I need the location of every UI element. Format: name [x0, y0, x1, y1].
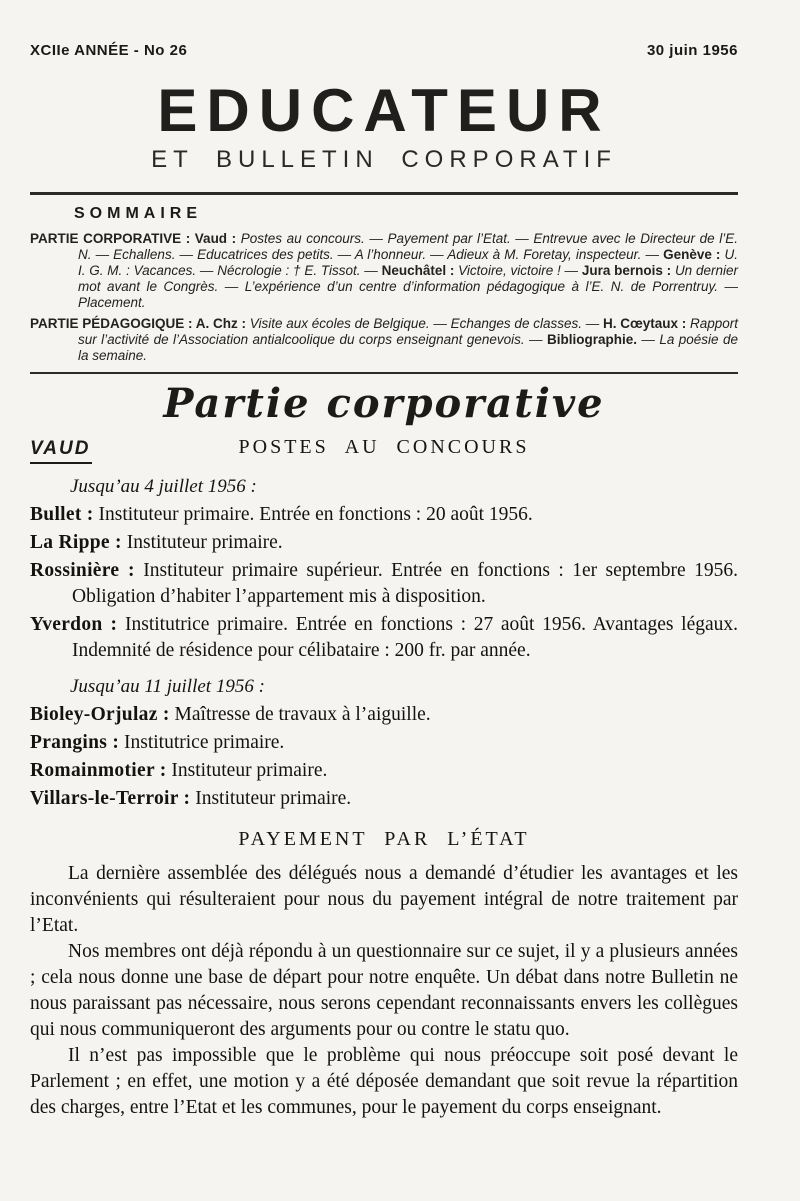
- post-place: Prangins :: [30, 732, 120, 753]
- post-entry: [30, 730, 738, 756]
- payement-paragraph: Nos membres ont déjà répondu à un questionnaire sur ce sujet, il y a plusieurs années ; cela nous donne une base de départ pour notre enquête. Un débat dans notre Bulletin ne nous paraissant pas nécessaire, nous serons cependant reconnaissants envers les collègues qui nous communiqueront des arguments pour ou contre le statu quo.: [30, 941, 738, 1040]
- sommaire-divider-rule: [30, 372, 738, 374]
- deadline-heading: Jusqu’au 11 juillet 1956 :: [70, 676, 265, 697]
- masthead-divider-rule: [30, 192, 738, 195]
- text-segment: Postes au concours. — Payement par l’Etat. — Entrevue avec le Directeur de l’E. N. — Echallens. — Educatrices des petits. — A l’honneur. — Adieux à M. Foretay, inspecteur. —: [78, 231, 738, 262]
- text-segment: H. Cœytaux :: [602, 316, 690, 331]
- magazine-title: EDUCATEUR: [157, 77, 611, 144]
- article-body: [30, 382, 738, 1121]
- post-text: Instituteur primaire. Entrée en fonctions : 20 août 1956.: [98, 504, 533, 525]
- issue-row: [30, 42, 738, 59]
- text-segment: Vaud :: [194, 231, 241, 246]
- text-segment: Genève :: [663, 247, 725, 262]
- payement-paragraph: Il n’est pas impossible que le problème qui nous préoccupe soit posé devant le Parlement ; en effet, une motion y a été déposée demandant que soit revue la répartition des charges, entre l’Etat et les communes, pour le payement du corps enseignant.: [30, 1045, 738, 1118]
- post-entry: [30, 502, 738, 528]
- post-text: Instituteur primaire.: [195, 788, 352, 809]
- post-entry: [30, 612, 738, 664]
- post-place: Romainmotier :: [30, 760, 167, 781]
- post-place: Bioley-Orjulaz :: [30, 704, 170, 725]
- magazine-subtitle: ET BULLETIN CORPORATIF: [151, 146, 617, 173]
- issue-date: 30 juin 1956: [646, 42, 738, 59]
- sommaire-partie-corporative: [30, 231, 738, 311]
- post-place: Yverdon :: [30, 614, 118, 635]
- masthead: [30, 42, 738, 174]
- text-segment: Neuchâtel :: [381, 263, 459, 278]
- post-place: Bullet :: [30, 504, 94, 525]
- post-entry: [30, 786, 738, 812]
- deadline-heading: Jusqu’au 4 juillet 1956 :: [70, 476, 257, 497]
- text-segment: Un dernier mot avant le Congrès. — L’expérience d’un centre d’information pédagogique à l’E. N. de Porrentruy. — Placement.: [78, 263, 738, 310]
- text-segment: Rapport sur l’activité de l’Association antialcoolique du corps enseignant genevois. —: [78, 316, 739, 347]
- post-text: Institutrice primaire. Entrée en fonctions : 27 août 1956. Avantages légaux. Indemnité de résidence pour célibataire : 200 fr. par année.: [72, 614, 739, 661]
- post-place: Villars-le-Terroir :: [30, 788, 191, 809]
- post-text: Institutrice primaire.: [124, 732, 285, 753]
- payement-paragraph: La dernière assemblée des délégués nous a demandé d’étudier les avantages et les inconvénients qui résulteraient pour nous du payement intégral de notre traitement par l’Etat.: [30, 863, 738, 936]
- post-entry: [30, 530, 738, 556]
- post-text: Instituteur primaire supérieur. Entrée en fonctions : 1er septembre 1956. Obligation d’habiter l’appartement mis à disposition.: [72, 560, 738, 607]
- text-segment: PARTIE PÉDAGOGIQUE :: [30, 316, 196, 331]
- issue-number: XCIIe ANNÉE - No 26: [30, 42, 188, 59]
- concours-heading: POSTES AU CONCOURS: [238, 436, 530, 458]
- text-segment: PARTIE CORPORATIVE :: [30, 231, 195, 246]
- post-entry: [30, 758, 738, 784]
- section-title-partie-corporative: Partie corporative: [163, 380, 605, 427]
- post-entry: [30, 702, 738, 728]
- post-place: La Rippe :: [30, 532, 122, 553]
- text-segment: Jura bernois :: [581, 263, 675, 278]
- post-text: Instituteur primaire.: [171, 760, 328, 781]
- text-segment: Victoire, victoire ! —: [458, 263, 582, 278]
- text-segment: — La poésie de la semaine.: [78, 332, 739, 363]
- post-entry: [30, 558, 738, 610]
- sommaire-partie-pedagogique: [30, 316, 738, 364]
- sommaire-section: [30, 205, 738, 364]
- post-text: Instituteur primaire.: [126, 532, 283, 553]
- text-segment: A. Chz :: [195, 316, 250, 331]
- region-heading-row: [30, 436, 738, 464]
- post-text: Maîtresse de travaux à l’aiguille.: [174, 704, 431, 725]
- payement-heading: PAYEMENT PAR L’ÉTAT: [238, 828, 530, 850]
- text-segment: Visite aux écoles de Belgique. — Echanges de classes. —: [249, 316, 603, 331]
- text-segment: Bibliographie.: [546, 332, 642, 347]
- sommaire-heading: SOMMAIRE: [74, 205, 202, 222]
- region-label-vaud: VAUD: [30, 438, 92, 464]
- text-segment: U. I. G. M. : Vacances. — Nécrologie : † E. Tissot. —: [78, 247, 738, 278]
- post-place: Rossinière :: [30, 560, 135, 581]
